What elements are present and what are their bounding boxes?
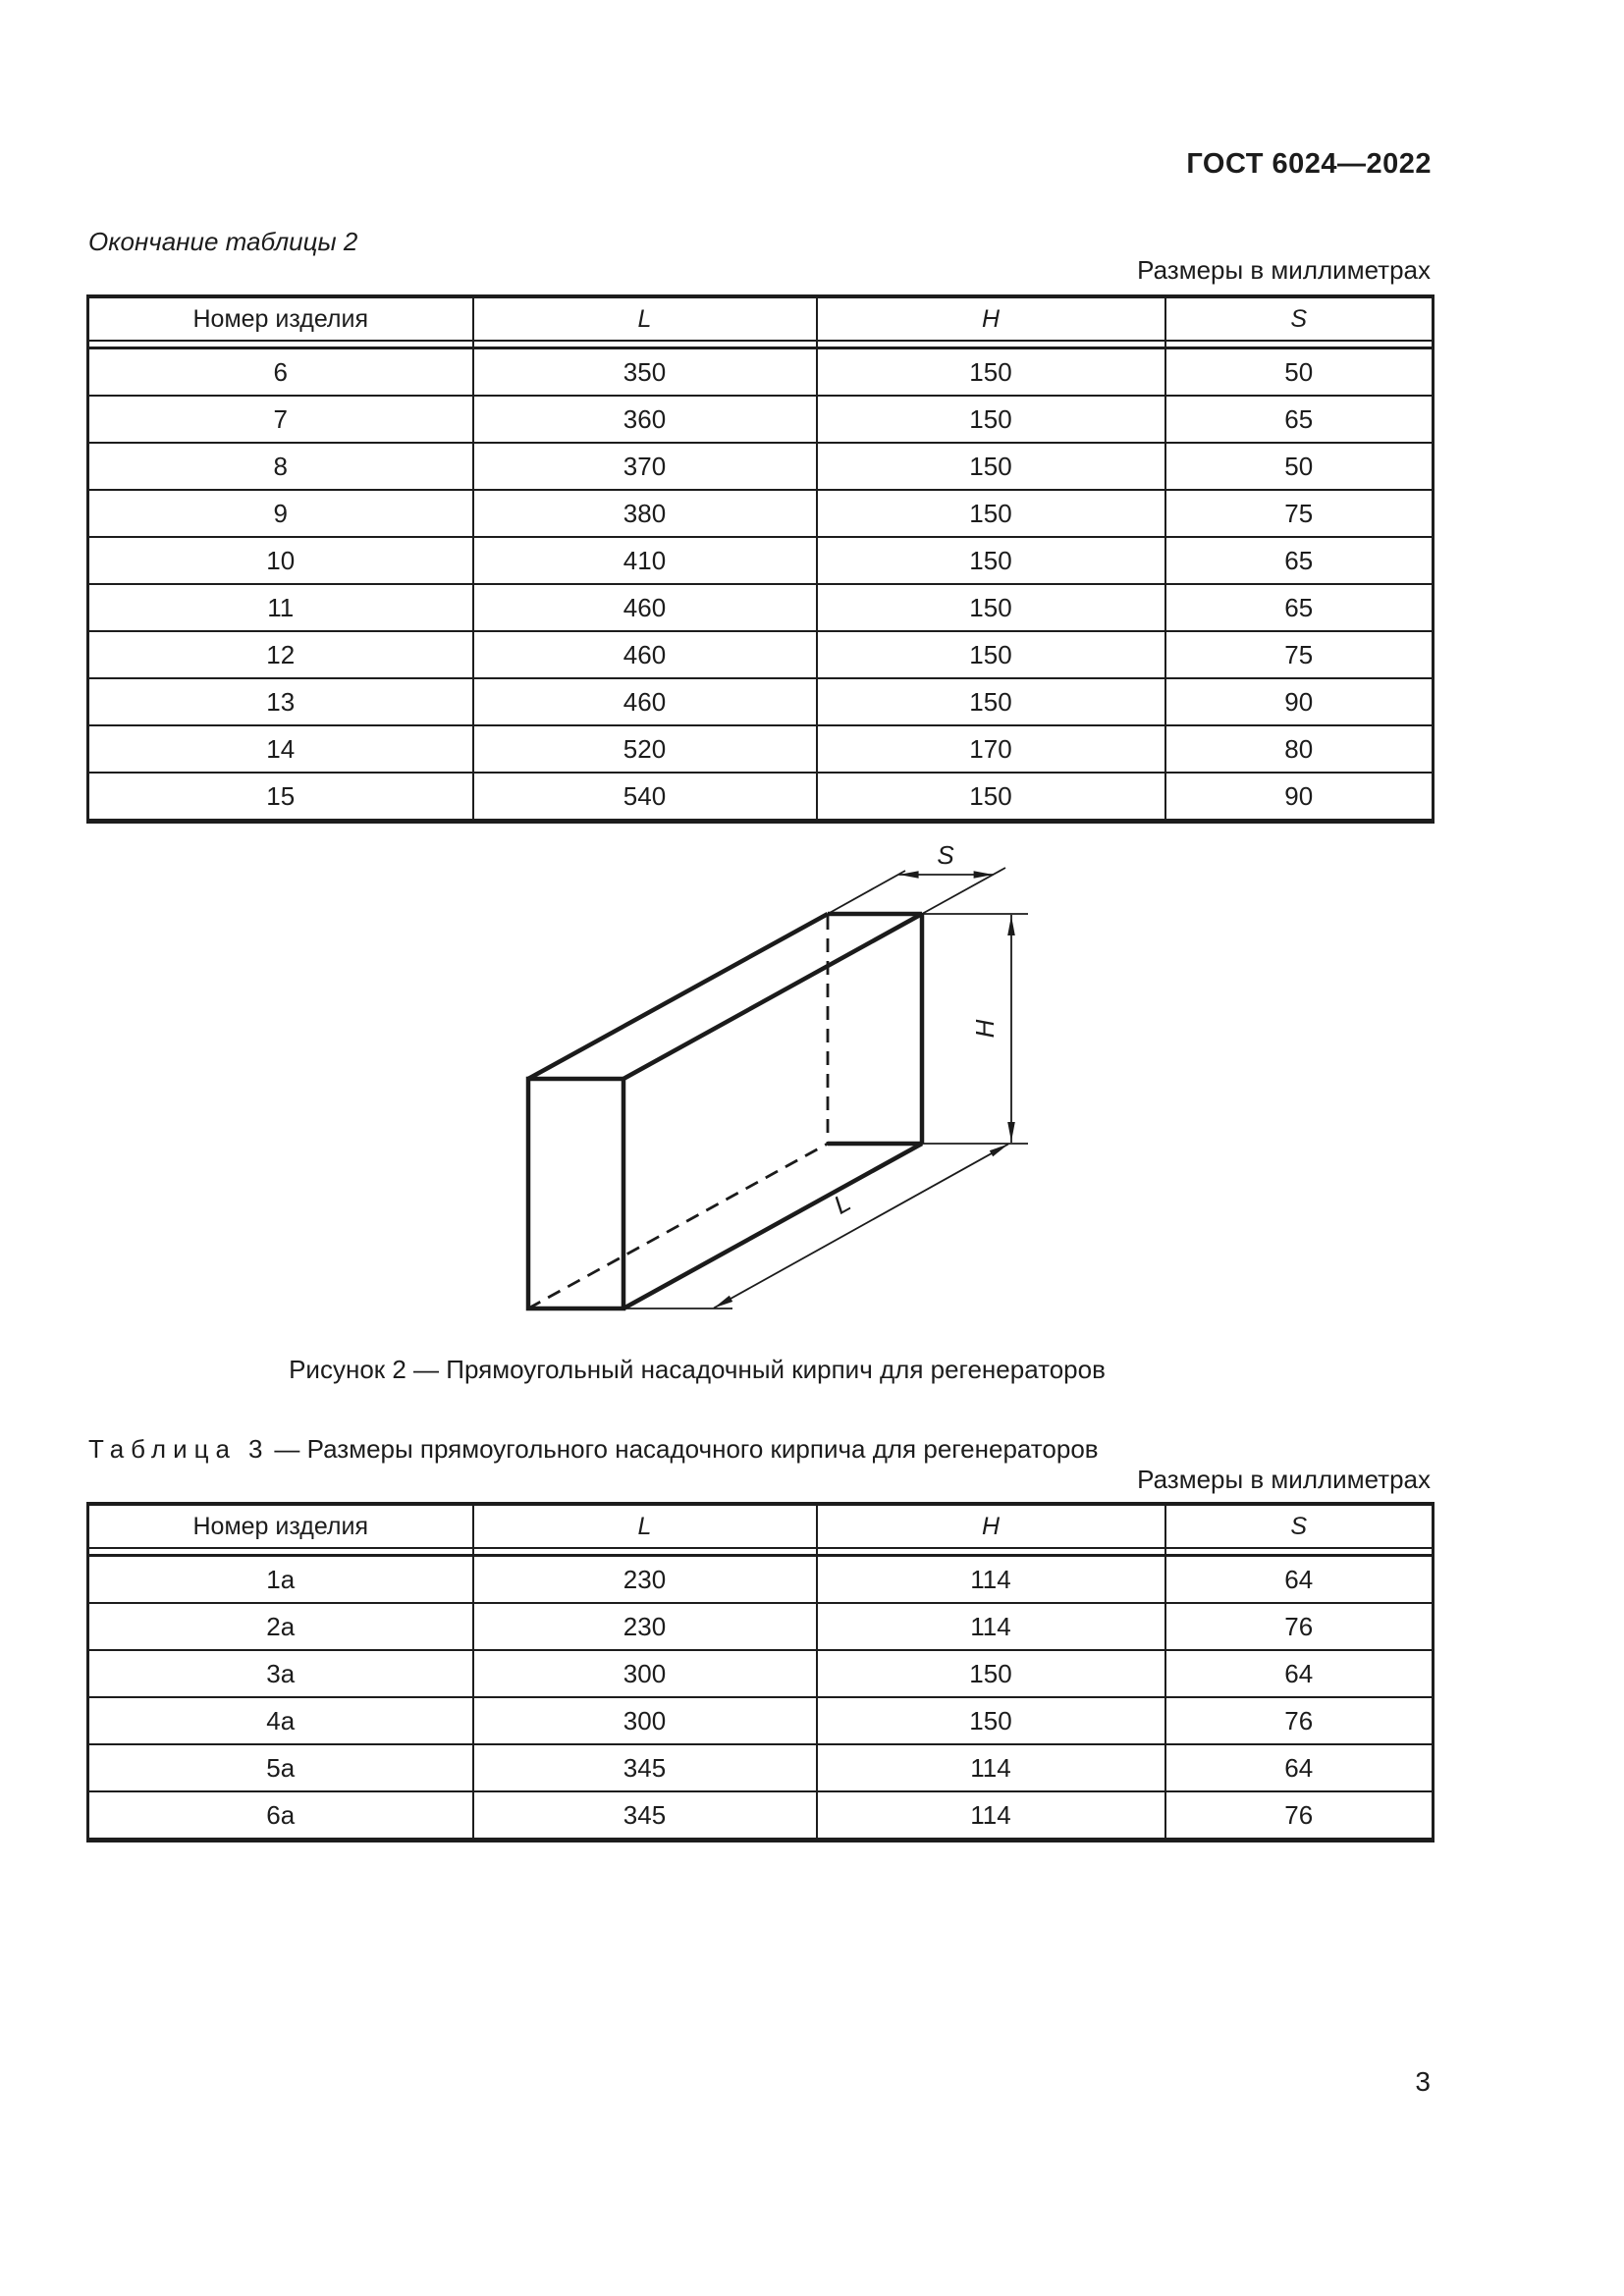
brick-isometric-drawing	[442, 842, 1080, 1392]
table-cell: 90	[1165, 678, 1434, 725]
table-cell: 150	[817, 773, 1165, 822]
table-cell: 10	[88, 537, 473, 584]
table-cell: 64	[1165, 1556, 1434, 1604]
table-cell: 6	[88, 348, 473, 397]
header-row	[88, 296, 1434, 341]
dimension-lines	[623, 868, 1028, 1308]
dim-label-h: H	[970, 1019, 1000, 1039]
table-cell: 460	[473, 584, 817, 631]
column-header: S	[1165, 1504, 1434, 1548]
table-cell: 300	[473, 1650, 817, 1697]
table-row	[88, 348, 1434, 397]
table-cell: 150	[817, 396, 1165, 443]
table-cell: 50	[1165, 443, 1434, 490]
column-header: H	[817, 296, 1165, 341]
column-header: L	[473, 1504, 817, 1548]
column-header: S	[1165, 296, 1434, 341]
table-cell: 460	[473, 631, 817, 678]
table-row	[88, 678, 1434, 725]
table3-container	[86, 1502, 1435, 1842]
table-row	[88, 396, 1434, 443]
table3-title-text: — Размеры прямоугольного насадочного кирпича для регенераторов	[274, 1434, 1099, 1464]
table-cell: 114	[817, 1744, 1165, 1791]
table-cell: 230	[473, 1603, 817, 1650]
table-cell: 540	[473, 773, 817, 822]
table-cell: 150	[817, 584, 1165, 631]
table-cell: 114	[817, 1791, 1165, 1841]
table-cell: 8	[88, 443, 473, 490]
table-cell: 65	[1165, 537, 1434, 584]
table-cell: 350	[473, 348, 817, 397]
table-cell: 65	[1165, 584, 1434, 631]
table-cell: 64	[1165, 1650, 1434, 1697]
figure2-caption: Рисунок 2 — Прямоугольный насадочный кирпич для регенераторов	[289, 1355, 1106, 1384]
column-header: Номер изделия	[88, 1504, 473, 1548]
table-cell: 5а	[88, 1744, 473, 1791]
table-row	[88, 1697, 1434, 1744]
table-cell: 3а	[88, 1650, 473, 1697]
table-cell: 370	[473, 443, 817, 490]
table-cell: 150	[817, 348, 1165, 397]
brick-outline	[528, 914, 922, 1308]
table-cell: 12	[88, 631, 473, 678]
table-row	[88, 725, 1434, 773]
header-separator	[88, 1548, 1434, 1556]
table-cell: 65	[1165, 396, 1434, 443]
table3	[86, 1502, 1435, 1842]
table-cell: 345	[473, 1744, 817, 1791]
table-cell: 4а	[88, 1697, 473, 1744]
table-cell: 410	[473, 537, 817, 584]
table-cell: 150	[817, 1650, 1165, 1697]
table-cell: 114	[817, 1556, 1165, 1604]
table-cell: 7	[88, 396, 473, 443]
table-row	[88, 1791, 1434, 1841]
table-cell: 520	[473, 725, 817, 773]
table-cell: 150	[817, 631, 1165, 678]
units-note-table3: Размеры в миллиметрах	[1137, 1465, 1431, 1494]
table-cell: 360	[473, 396, 817, 443]
table-cell: 90	[1165, 773, 1434, 822]
table-row	[88, 1556, 1434, 1604]
table-cell: 114	[817, 1603, 1165, 1650]
table-cell: 6а	[88, 1791, 473, 1841]
dim-label-s: S	[937, 842, 954, 870]
column-header: L	[473, 296, 817, 341]
units-note-table2: Размеры в миллиметрах	[1137, 255, 1431, 285]
dim-label-l: L	[829, 1187, 856, 1220]
table-cell: 150	[817, 678, 1165, 725]
table-cell: 15	[88, 773, 473, 822]
table3-title	[88, 1434, 1099, 1465]
table2-end-container	[86, 294, 1435, 824]
figure2-drawing	[442, 842, 1080, 1392]
table-cell: 11	[88, 584, 473, 631]
table-continuation-label: Окончание таблицы 2	[88, 227, 358, 256]
column-header: H	[817, 1504, 1165, 1548]
table-row	[88, 1744, 1434, 1791]
table-cell: 230	[473, 1556, 817, 1604]
column-header: Номер изделия	[88, 296, 473, 341]
table-cell: 75	[1165, 631, 1434, 678]
table-cell: 9	[88, 490, 473, 537]
table-cell: 150	[817, 1697, 1165, 1744]
table3-title-number: 3	[247, 1434, 263, 1464]
table3-title-word: Таблица	[88, 1434, 237, 1464]
table-cell: 150	[817, 490, 1165, 537]
table-cell: 50	[1165, 348, 1434, 397]
dimension-arrowheads	[714, 871, 1015, 1308]
table-cell: 380	[473, 490, 817, 537]
table-cell: 64	[1165, 1744, 1434, 1791]
table-cell: 76	[1165, 1791, 1434, 1841]
table-cell: 1а	[88, 1556, 473, 1604]
table-cell: 300	[473, 1697, 817, 1744]
table-cell: 2а	[88, 1603, 473, 1650]
page-number: 3	[1415, 2066, 1431, 2097]
hidden-edges	[528, 916, 828, 1308]
table2-end	[86, 294, 1435, 824]
table-cell: 75	[1165, 490, 1434, 537]
running-header: ГОСТ 6024—2022	[1186, 148, 1432, 180]
table-cell: 14	[88, 725, 473, 773]
table-cell: 150	[817, 537, 1165, 584]
table-cell: 76	[1165, 1697, 1434, 1744]
table-row	[88, 773, 1434, 822]
table-cell: 170	[817, 725, 1165, 773]
table-cell: 460	[473, 678, 817, 725]
table-row	[88, 584, 1434, 631]
table-cell: 345	[473, 1791, 817, 1841]
table-cell: 80	[1165, 725, 1434, 773]
table-row	[88, 1650, 1434, 1697]
table-row	[88, 443, 1434, 490]
table-cell: 150	[817, 443, 1165, 490]
header-row	[88, 1504, 1434, 1548]
table-row	[88, 631, 1434, 678]
table-cell: 13	[88, 678, 473, 725]
table-row	[88, 537, 1434, 584]
table-row	[88, 490, 1434, 537]
table-row	[88, 1603, 1434, 1650]
table-cell: 76	[1165, 1603, 1434, 1650]
header-separator	[88, 341, 1434, 348]
